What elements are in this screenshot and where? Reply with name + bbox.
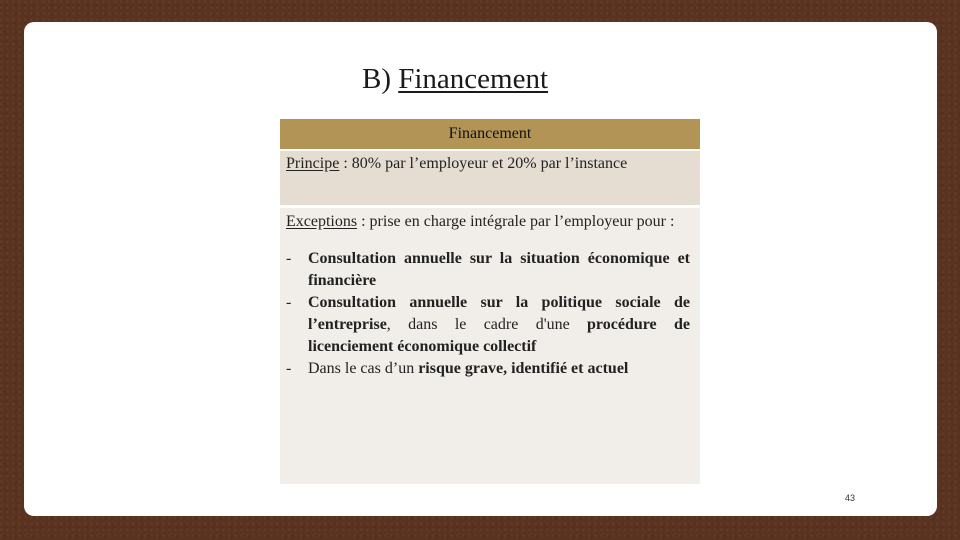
slide-title xyxy=(362,63,548,96)
item-bold: risque grave, identifié et actuel xyxy=(418,360,629,377)
list-item xyxy=(286,358,690,380)
title-prefix: B) xyxy=(362,63,399,95)
title-main: Financement xyxy=(398,63,549,95)
table-header: Financement xyxy=(280,119,700,149)
page-number: 43 xyxy=(845,493,856,503)
list-item xyxy=(286,292,690,358)
exceptions-label: Exceptions xyxy=(286,213,358,230)
exceptions-text: : prise en charge intégrale par l’employeur pour : xyxy=(357,213,675,230)
exceptions-intro xyxy=(286,212,690,232)
item-bold: procédure de licenciement économique collectif xyxy=(308,316,691,355)
item-normal: Dans le cas d’un xyxy=(308,360,419,377)
list-dash: - xyxy=(286,250,292,267)
list-item xyxy=(286,248,690,292)
principle-label: Principe xyxy=(286,155,340,172)
item-bold: Consultation annuelle sur la politique sociale de l’entreprise xyxy=(308,294,690,333)
principle-row xyxy=(280,151,700,205)
exceptions-list xyxy=(286,248,690,380)
list-dash: - xyxy=(286,294,292,311)
item-bold: Consultation annuelle sur la situation économique et financière xyxy=(308,250,690,289)
item-normal: , dans le cadre d'une xyxy=(386,316,588,333)
exceptions-row xyxy=(280,208,700,484)
principle-text: : 80% par l’employeur et 20% par l’instance xyxy=(339,155,628,172)
financing-table xyxy=(280,119,700,484)
list-dash: - xyxy=(286,360,292,377)
